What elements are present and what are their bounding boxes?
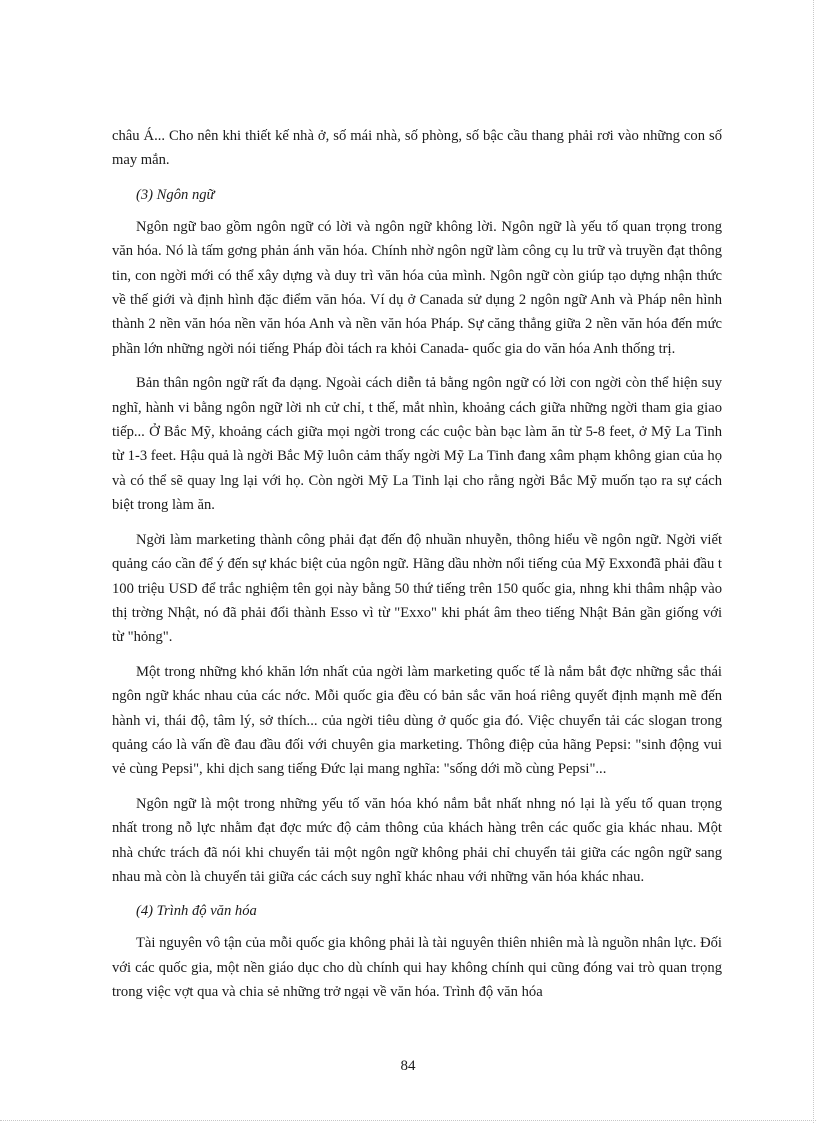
paragraph: Ngôn ngữ là một trong những yếu tố văn hóa khó nắm bắt nhất nhng nó lại là yếu tố quan trọng nhất trong nỗ lực nhằm đạt đợc mức độ cảm thông của khách hàng trên các quốc gia khác nhau. Một nhà chức trách đã nói khi chuyển tải một ngôn ngữ không phải chỉ chuyển tải giữa các ngôn ngữ sang nhau mà còn là chuyển tải giữa các cách suy nghĩ khác nhau với những văn hóa khác nhau. (112, 795, 722, 885)
section-heading-language: (3) Ngôn ngữ (136, 186, 215, 203)
page-body (112, 124, 722, 1030)
paragraph: Bản thân ngôn ngữ rất đa dạng. Ngoài cách diễn tả bằng ngôn ngữ có lời con ngời còn thể hiện suy nghĩ, hành vi bằng ngôn ngữ lời nh cử chỉ, t thế, mắt nhìn, khoảng cách giữa những ngời tham gia giao tiếp... Ở Bắc Mỹ, khoảng cách giữa mọi ngời trong các cuộc bàn bạc làm ăn từ 5-8 feet, ở Mỹ La Tinh từ 1-3 feet. Hậu quả là ngời Bắc Mỹ luôn cảm thấy ngời Mỹ La Tinh đang xâm phạm không gian của họ và có thể sẽ quay lng lại với họ. Còn ngời Mỹ La Tinh lại cho rằng ngời Bắc Mỹ muốn tạo ra sự cách biệt trong làm ăn. (112, 375, 722, 514)
paragraph-continuation: châu Á... Cho nên khi thiết kế nhà ở, số mái nhà, số phòng, số bậc cầu thang phải rơi vào những con số may mắn. (112, 128, 722, 169)
paragraph: Một trong những khó khăn lớn nhất của ngời làm marketing quốc tế là nắm bắt đợc những sắc thái ngôn ngữ khác nhau của các nớc. Mỗi quốc gia đều có bản sắc văn hoá riêng quyết định mạnh mẽ đến hành vi, thái độ, tâm lý, sở thích... của ngời tiêu dùng ở quốc gia đó. Việc chuyển tải các slogan trong quảng cáo là vấn đề đau đầu đối với chuyên gia marketing. Thông điệp của hãng Pepsi: "sinh động vui vẻ cùng Pepsi", khi dịch sang tiếng Đức lại mang nghĩa: "sống dới mồ cùng Pepsi"... (112, 663, 722, 778)
paragraph: Ngời làm marketing thành công phải đạt đến độ nhuần nhuyễn, thông hiểu về ngôn ngữ. Ngời viết quảng cáo cần để ý đến sự khác biệt của ngôn ngữ. Hãng dầu nhờn nổi tiếng của Mỹ Exxonđã phải đầu t 100 triệu USD để trắc nghiệm tên gọi này bằng 50 thứ tiếng trên 150 quốc gia, nhng khi thâm nhập vào thị trờng Nhật, nó đã phải đổi thành Esso vì từ "Exxo" khi phát âm theo tiếng Nhật Bản gần giống với từ "hỏng". (112, 531, 722, 646)
page-number: 84 (400, 1058, 416, 1074)
paragraph: Ngôn ngữ bao gồm ngôn ngữ có lời và ngôn ngữ không lời. Ngôn ngữ là yếu tố quan trọng trong văn hóa. Nó là tấm gơng phản ánh văn hóa. Chính nhờ ngôn ngữ làm công cụ lu trữ và truyền đạt thông tin, con ngời mới có thể xây dựng và duy trì văn hóa của mình. Ngôn ngữ còn giúp tạo dựng nhận thức về thế giới và định hình đặc điểm văn hóa. Ví dụ ở Canada sử dụng 2 ngôn ngữ Anh và Pháp nên hình thành 2 nền văn hóa nền văn hóa Anh và nền văn hóa Pháp. Sự căng thẳng giữa 2 nền văn hóa đến mức phần lớn những ngời nói tiếng Pháp đòi tách ra khỏi Canada- quốc gia do văn hóa Anh thống trị. (112, 218, 722, 357)
page-right-divider (813, 0, 814, 1123)
paragraph: Tài nguyên vô tận của mỗi quốc gia không phải là tài nguyên thiên nhiên mà là nguồn nhân lực. Đối với các quốc gia, một nền giáo dục cho dù chính qui hay không chính qui cũng đóng vai trò quan trọng trong việc vợt qua và chia sẻ những trở ngại về văn hóa. Trình độ văn hóa (112, 935, 722, 1001)
page-bottom-divider (0, 1120, 816, 1121)
section-heading-education: (4) Trình độ văn hóa (136, 903, 257, 920)
